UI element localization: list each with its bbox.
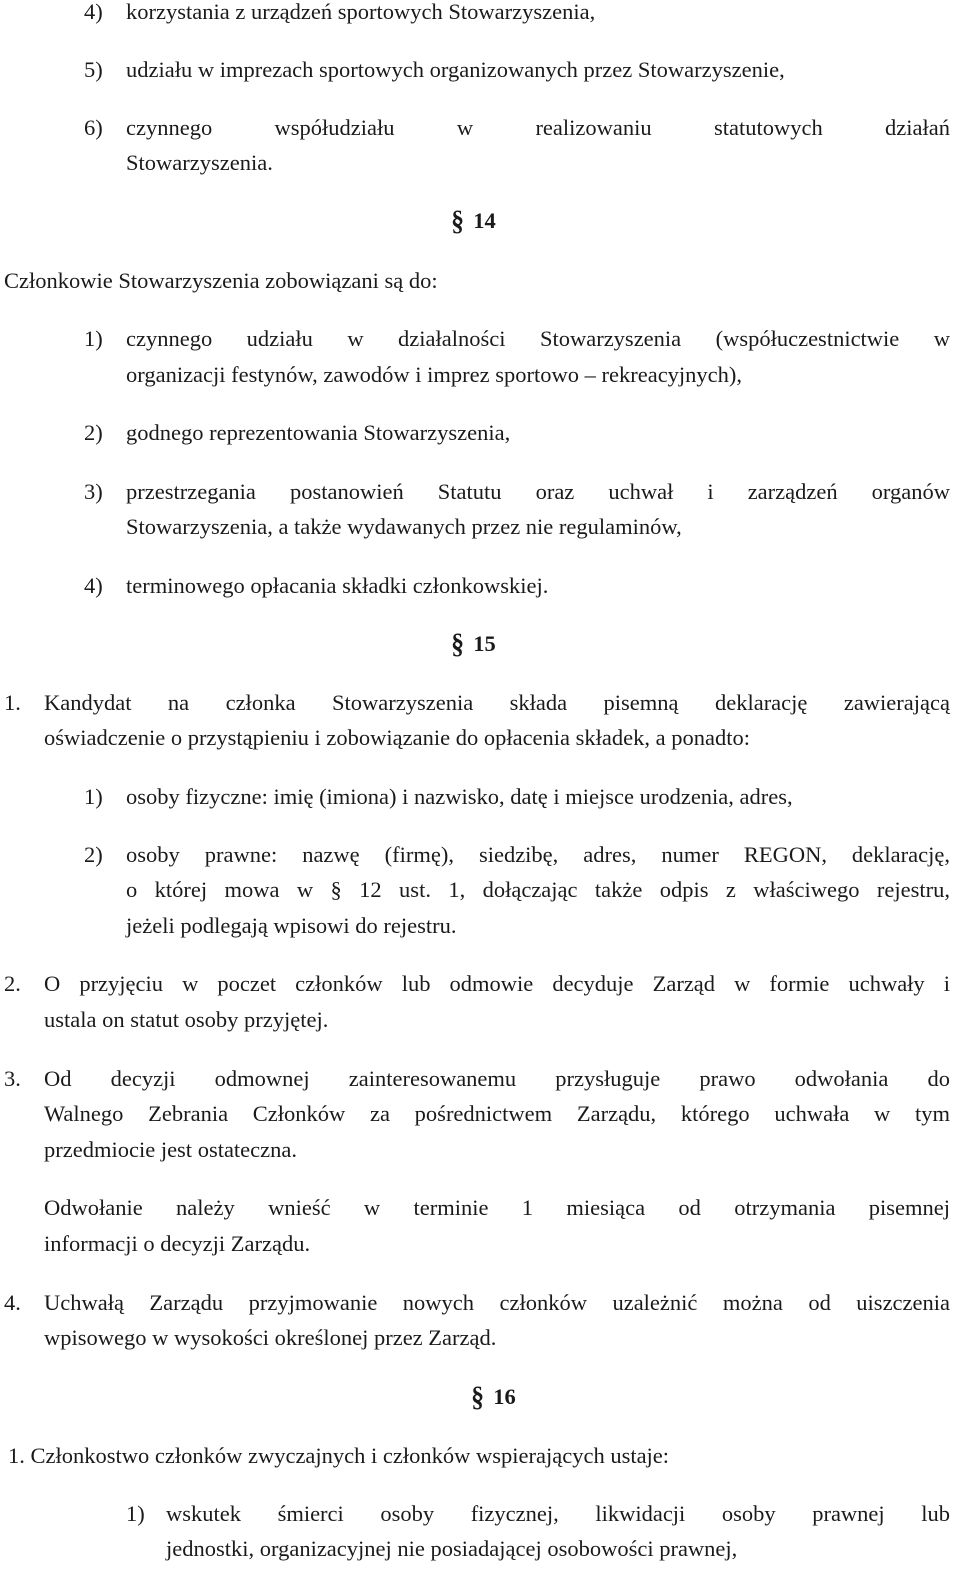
item-text: udziału w imprezach sportowych organizowanych przez Stowarzyszenie, [126, 57, 785, 82]
paragraph-text-cont: Walnego Zebrania Członków za pośrednictwem Zarządu, którego uchwała w tym [44, 1101, 950, 1126]
paragraph-number: 2. [4, 971, 21, 996]
section-heading-15 [452, 627, 496, 661]
item-number: 1) [126, 1501, 145, 1526]
paragraph-text-cont: oświadczenie o przystąpieniu i zobowiązanie do opłacenia składek, a ponadto: [44, 725, 750, 750]
item-text-cont: jednostki, organizacyjnej nie posiadającej osobowości prawnej, [166, 1536, 738, 1561]
section-number: 15 [473, 631, 496, 656]
section-number: 14 [473, 208, 496, 233]
section-intro: Członkowie Stowarzyszenia zobowiązani są do: [4, 268, 438, 293]
item-text: osoby prawne: nazwę (firmę), siedzibę, adres, numer REGON, deklarację, [126, 842, 950, 867]
item-number: 2) [84, 420, 103, 445]
item-number: 5) [84, 57, 103, 82]
item-text: przestrzegania postanowień Statutu oraz uchwał i zarządzeń organów [126, 479, 950, 504]
paragraph-number: 4. [4, 1290, 21, 1315]
item-text: osoby fizyczne: imię (imiona) i nazwisko, datę i miejsce urodzenia, adres, [126, 784, 793, 809]
paragraph-text-cont: przedmiocie jest ostateczna. [44, 1137, 298, 1162]
section-number: 16 [493, 1384, 516, 1409]
item-text: czynnego współudziału w realizowaniu statutowych działań [126, 115, 950, 140]
paragraph-text-cont: ustala on statut osoby przyjętej. [44, 1007, 329, 1032]
item-text: wskutek śmierci osoby fizycznej, likwidacji osoby prawnej lub [166, 1501, 950, 1526]
item-text: korzystania z urządzeń sportowych Stowarzyszenia, [126, 0, 596, 24]
paragraph-text: Kandydat na członka Stowarzyszenia składa pisemną deklarację zawierającą [44, 690, 950, 715]
paragraph-text: 1. Członkostwo członków zwyczajnych i członków wspierających ustaje: [8, 1443, 670, 1468]
paragraph-text: Odwołanie należy wnieść w terminie 1 miesiąca od otrzymania pisemnej [44, 1195, 950, 1220]
item-text: czynnego udziału w działalności Stowarzyszenia (współuczestnictwie w [126, 326, 950, 351]
item-text-cont: jeżeli podlegają wpisowi do rejestru. [126, 913, 457, 938]
item-text-cont: Stowarzyszenia. [126, 150, 273, 175]
item-text: godnego reprezentowania Stowarzyszenia, [126, 420, 511, 445]
section-symbol: § [451, 204, 465, 236]
paragraph-text: Uchwałą Zarządu przyjmowanie nowych członków uzależnić można od uiszczenia [44, 1290, 950, 1315]
paragraph-text-cont: informacji o decyzji Zarządu. [44, 1231, 311, 1256]
item-text-cont: organizacji festynów, zawodów i imprez sportowo – rekreacyjnych), [126, 362, 743, 387]
item-number: 6) [84, 115, 103, 140]
paragraph-text-cont: wpisowego w wysokości określonej przez Zarząd. [44, 1325, 497, 1350]
section-symbol: § [471, 1380, 485, 1412]
item-text-cont: Stowarzyszenia, a także wydawanych przez nie regulaminów, [126, 514, 682, 539]
item-number: 4) [84, 573, 103, 598]
section-heading-16 [472, 1380, 516, 1414]
item-text: terminowego opłacania składki członkowskiej. [126, 573, 549, 598]
item-number: 4) [84, 0, 103, 24]
section-heading-14 [452, 204, 496, 238]
paragraph-text: Od decyzji odmownej zainteresowanemu przysługuje prawo odwołania do [44, 1066, 950, 1091]
item-number: 1) [84, 326, 103, 351]
paragraph-number: 1. [4, 690, 21, 715]
paragraph-number: 3. [4, 1066, 21, 1091]
section-symbol: § [451, 627, 465, 659]
item-number: 3) [84, 479, 103, 504]
item-number: 2) [84, 842, 103, 867]
item-number: 1) [84, 784, 103, 809]
item-text-cont: o której mowa w § 12 ust. 1, dołączając także odpis z właściwego rejestru, [126, 877, 950, 902]
paragraph-text: O przyjęciu w poczet członków lub odmowie decyduje Zarząd w formie uchwały i [44, 971, 950, 996]
